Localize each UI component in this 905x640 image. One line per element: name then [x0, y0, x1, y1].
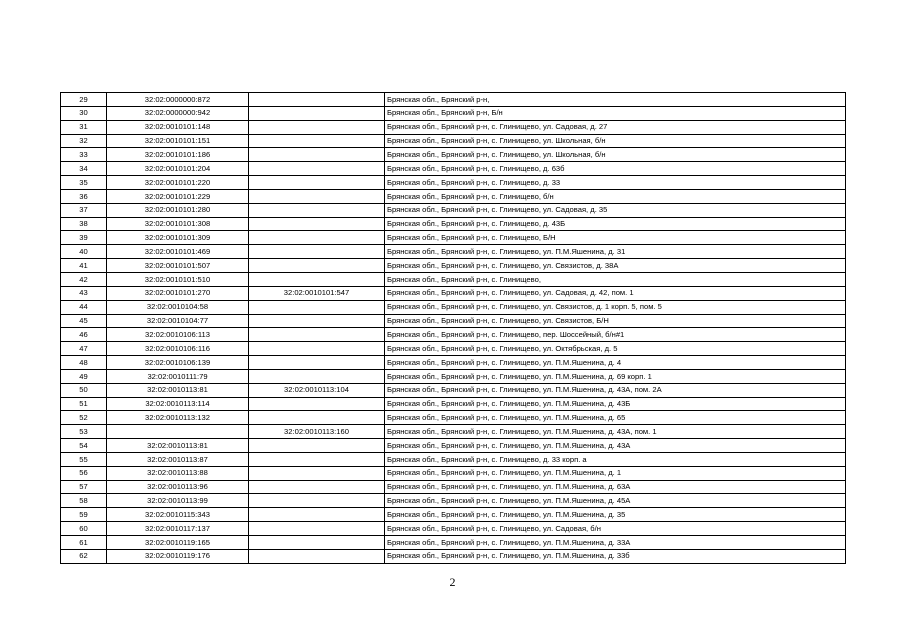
cadastral-number-cell: 32:02:0010113:132 — [107, 411, 249, 425]
cadastral-number-cell: 32:02:0010101:510 — [107, 272, 249, 286]
address-cell: Брянская обл., Брянский р-н, с. Глинищево, ул. П.М.Яшенина, д. 4 — [385, 356, 846, 370]
parent-cadastral-number-cell — [249, 148, 385, 162]
address-cell: Брянская обл., Брянский р-н, с. Глинищево, ул. Связистов, д. 1 корп. 5, пом. 5 — [385, 300, 846, 314]
address-cell: Брянская обл., Брянский р-н, с. Глинищево, ул. П.М.Яшенина, д. 1 — [385, 466, 846, 480]
address-cell: Брянская обл., Брянский р-н, с. Глинищево, б/н — [385, 189, 846, 203]
cadastral-number-cell: 32:02:0010113:81 — [107, 383, 249, 397]
address-cell: Брянская обл., Брянский р-н, с. Глинищево, ул. П.М.Яшенина, д. 43А, пом. 1 — [385, 425, 846, 439]
table-row — [61, 328, 846, 342]
address-cell: Брянская обл., Брянский р-н, с. Глинищево, Б/Н — [385, 231, 846, 245]
parent-cadastral-number-cell — [249, 397, 385, 411]
row-number-cell: 51 — [61, 397, 107, 411]
address-cell: Брянская обл., Брянский р-н, с. Глинищево, д. 33 корп. а — [385, 452, 846, 466]
table-row — [61, 439, 846, 453]
parent-cadastral-number-cell — [249, 480, 385, 494]
row-number-cell: 61 — [61, 536, 107, 550]
row-number-cell: 50 — [61, 383, 107, 397]
table-row — [61, 217, 846, 231]
cadastral-number-cell: 32:02:0010117:137 — [107, 522, 249, 536]
table-row — [61, 397, 846, 411]
table-row — [61, 494, 846, 508]
cadastral-number-cell: 32:02:0010101:507 — [107, 259, 249, 273]
table-row — [61, 466, 846, 480]
table-row — [61, 148, 846, 162]
table-row — [61, 106, 846, 120]
address-cell: Брянская обл., Брянский р-н, с. Глинищево, ул. П.М.Яшенина, д. 63А — [385, 480, 846, 494]
cadastral-number-cell: 32:02:0010113:88 — [107, 466, 249, 480]
row-number-cell: 44 — [61, 300, 107, 314]
parent-cadastral-number-cell — [249, 536, 385, 550]
row-number-cell: 58 — [61, 494, 107, 508]
address-cell: Брянская обл., Брянский р-н, с. Глинищево, ул. Садовая, д. 27 — [385, 120, 846, 134]
table-row — [61, 425, 846, 439]
address-cell: Брянская обл., Брянский р-н, с. Глинищево, пер. Шоссейный, б/н#1 — [385, 328, 846, 342]
table-row — [61, 189, 846, 203]
table-row — [61, 134, 846, 148]
row-number-cell: 42 — [61, 272, 107, 286]
table-row — [61, 245, 846, 259]
table-row — [61, 508, 846, 522]
cadastral-number-cell: 32:02:0010101:204 — [107, 162, 249, 176]
row-number-cell: 56 — [61, 466, 107, 480]
address-cell: Брянская обл., Брянский р-н, с. Глинищево, ул. Связистов, Б/Н — [385, 314, 846, 328]
row-number-cell: 55 — [61, 452, 107, 466]
row-number-cell: 30 — [61, 106, 107, 120]
parent-cadastral-number-cell — [249, 369, 385, 383]
table-row — [61, 549, 846, 563]
row-number-cell: 60 — [61, 522, 107, 536]
row-number-cell: 53 — [61, 425, 107, 439]
parent-cadastral-number-cell — [249, 217, 385, 231]
cadastral-number-cell: 32:02:0010101:270 — [107, 286, 249, 300]
cadastral-number-cell: 32:02:0010104:58 — [107, 300, 249, 314]
cadastral-number-cell: 32:02:0010119:176 — [107, 549, 249, 563]
registry-table — [60, 92, 846, 564]
row-number-cell: 34 — [61, 162, 107, 176]
table-row — [61, 120, 846, 134]
address-cell: Брянская обл., Брянский р-н, с. Глинищево, ул. Садовая, д. 35 — [385, 203, 846, 217]
row-number-cell: 48 — [61, 356, 107, 370]
address-cell: Брянская обл., Брянский р-н, с. Глинищево, — [385, 272, 846, 286]
parent-cadastral-number-cell — [249, 439, 385, 453]
address-cell: Брянская обл., Брянский р-н, с. Глинищево, ул. Школьная, б/н — [385, 134, 846, 148]
cadastral-number-cell: 32:02:0000000:872 — [107, 93, 249, 107]
cadastral-number-cell: 32:02:0010111:79 — [107, 369, 249, 383]
row-number-cell: 35 — [61, 176, 107, 190]
cadastral-number-cell: 32:02:0010113:81 — [107, 439, 249, 453]
cadastral-number-cell: 32:02:0010106:116 — [107, 342, 249, 356]
cadastral-number-cell: 32:02:0010101:308 — [107, 217, 249, 231]
address-cell: Брянская обл., Брянский р-н, с. Глинищево, ул. П.М.Яшенина, д. 43А, пом. 2А — [385, 383, 846, 397]
address-cell: Брянская обл., Брянский р-н, с. Глинищево, ул. Садовая, б/н — [385, 522, 846, 536]
table-row — [61, 411, 846, 425]
table-row — [61, 452, 846, 466]
address-cell: Брянская обл., Брянский р-н, с. Глинищево, д. 33 — [385, 176, 846, 190]
table-row — [61, 93, 846, 107]
row-number-cell: 43 — [61, 286, 107, 300]
address-cell: Брянская обл., Брянский р-н, с. Глинищево, ул. П.М.Яшенина, д. 69 корп. 1 — [385, 369, 846, 383]
table-row — [61, 480, 846, 494]
cadastral-number-cell: 32:02:0010113:96 — [107, 480, 249, 494]
cadastral-number-cell: 32:02:0010101:148 — [107, 120, 249, 134]
cadastral-number-cell: 32:02:0010101:151 — [107, 134, 249, 148]
parent-cadastral-number-cell — [249, 120, 385, 134]
parent-cadastral-number-cell — [249, 300, 385, 314]
address-cell: Брянская обл., Брянский р-н, с. Глинищево, ул. П.М.Яшенина, д. 31 — [385, 245, 846, 259]
parent-cadastral-number-cell: 32:02:0010101:547 — [249, 286, 385, 300]
address-cell: Брянская обл., Брянский р-н, с. Глинищево, ул. П.М.Яшенина, д. 35 — [385, 508, 846, 522]
address-cell: Брянская обл., Брянский р-н, с. Глинищево, ул. П.М.Яшенина, д. 43Б — [385, 397, 846, 411]
row-number-cell: 62 — [61, 549, 107, 563]
parent-cadastral-number-cell — [249, 231, 385, 245]
row-number-cell: 59 — [61, 508, 107, 522]
cadastral-number-cell: 32:02:0010106:113 — [107, 328, 249, 342]
row-number-cell: 41 — [61, 259, 107, 273]
parent-cadastral-number-cell — [249, 508, 385, 522]
address-cell: Брянская обл., Брянский р-н, с. Глинищево, ул. П.М.Яшенина, д. 33А — [385, 536, 846, 550]
parent-cadastral-number-cell — [249, 134, 385, 148]
row-number-cell: 52 — [61, 411, 107, 425]
table-row — [61, 369, 846, 383]
parent-cadastral-number-cell — [249, 189, 385, 203]
address-cell: Брянская обл., Брянский р-н, Б/н — [385, 106, 846, 120]
parent-cadastral-number-cell — [249, 203, 385, 217]
table-row — [61, 162, 846, 176]
row-number-cell: 40 — [61, 245, 107, 259]
parent-cadastral-number-cell — [249, 272, 385, 286]
parent-cadastral-number-cell — [249, 494, 385, 508]
row-number-cell: 37 — [61, 203, 107, 217]
address-cell: Брянская обл., Брянский р-н, с. Глинищево, д. 43Б — [385, 217, 846, 231]
parent-cadastral-number-cell — [249, 259, 385, 273]
row-number-cell: 33 — [61, 148, 107, 162]
table-row — [61, 314, 846, 328]
parent-cadastral-number-cell — [249, 452, 385, 466]
table-row — [61, 522, 846, 536]
parent-cadastral-number-cell — [249, 356, 385, 370]
table-row — [61, 286, 846, 300]
address-cell: Брянская обл., Брянский р-н, — [385, 93, 846, 107]
row-number-cell: 38 — [61, 217, 107, 231]
cadastral-number-cell — [107, 425, 249, 439]
address-cell: Брянская обл., Брянский р-н, с. Глинищево, ул. Школьная, б/н — [385, 148, 846, 162]
page-number: 2 — [449, 575, 456, 589]
parent-cadastral-number-cell — [249, 342, 385, 356]
row-number-cell: 32 — [61, 134, 107, 148]
table-row — [61, 342, 846, 356]
table-row — [61, 259, 846, 273]
registry-table-body — [61, 93, 846, 564]
parent-cadastral-number-cell — [249, 411, 385, 425]
cadastral-number-cell: 32:02:0010101:280 — [107, 203, 249, 217]
address-cell: Брянская обл., Брянский р-н, с. Глинищево, ул. Связистов, д. 38А — [385, 259, 846, 273]
cadastral-number-cell: 32:02:0000000:942 — [107, 106, 249, 120]
parent-cadastral-number-cell — [249, 328, 385, 342]
row-number-cell: 49 — [61, 369, 107, 383]
table-row — [61, 176, 846, 190]
address-cell: Брянская обл., Брянский р-н, с. Глинищево, ул. П.М.Яшенина, д. 43А — [385, 439, 846, 453]
cadastral-number-cell: 32:02:0010115:343 — [107, 508, 249, 522]
row-number-cell: 29 — [61, 93, 107, 107]
parent-cadastral-number-cell — [249, 93, 385, 107]
cadastral-number-cell: 32:02:0010113:99 — [107, 494, 249, 508]
table-row — [61, 272, 846, 286]
table-row — [61, 356, 846, 370]
parent-cadastral-number-cell — [249, 549, 385, 563]
cadastral-number-cell: 32:02:0010113:114 — [107, 397, 249, 411]
parent-cadastral-number-cell — [249, 522, 385, 536]
table-row — [61, 536, 846, 550]
address-cell: Брянская обл., Брянский р-н, с. Глинищево, ул. П.М.Яшенина, д. 33б — [385, 549, 846, 563]
parent-cadastral-number-cell — [249, 314, 385, 328]
cadastral-number-cell: 32:02:0010119:165 — [107, 536, 249, 550]
row-number-cell: 45 — [61, 314, 107, 328]
address-cell: Брянская обл., Брянский р-н, с. Глинищево, ул. П.М.Яшенина, д. 65 — [385, 411, 846, 425]
address-cell: Брянская обл., Брянский р-н, с. Глинищево, ул. Октябрьская, д. 5 — [385, 342, 846, 356]
table-row — [61, 203, 846, 217]
cadastral-number-cell: 32:02:0010101:220 — [107, 176, 249, 190]
cadastral-number-cell: 32:02:0010101:469 — [107, 245, 249, 259]
cadastral-number-cell: 32:02:0010101:186 — [107, 148, 249, 162]
cadastral-number-cell: 32:02:0010101:229 — [107, 189, 249, 203]
row-number-cell: 31 — [61, 120, 107, 134]
parent-cadastral-number-cell: 32:02:0010113:104 — [249, 383, 385, 397]
cadastral-number-cell: 32:02:0010101:309 — [107, 231, 249, 245]
parent-cadastral-number-cell — [249, 162, 385, 176]
row-number-cell: 47 — [61, 342, 107, 356]
table-row — [61, 231, 846, 245]
parent-cadastral-number-cell — [249, 245, 385, 259]
address-cell: Брянская обл., Брянский р-н, с. Глинищево, ул. Садовая, д. 42, пом. 1 — [385, 286, 846, 300]
parent-cadastral-number-cell — [249, 176, 385, 190]
parent-cadastral-number-cell — [249, 106, 385, 120]
parent-cadastral-number-cell — [249, 466, 385, 480]
row-number-cell: 54 — [61, 439, 107, 453]
table-row — [61, 300, 846, 314]
parent-cadastral-number-cell: 32:02:0010113:160 — [249, 425, 385, 439]
row-number-cell: 36 — [61, 189, 107, 203]
address-cell: Брянская обл., Брянский р-н, с. Глинищево, ул. П.М.Яшенина, д. 45А — [385, 494, 846, 508]
row-number-cell: 46 — [61, 328, 107, 342]
address-cell: Брянская обл., Брянский р-н, с. Глинищево, д. 63б — [385, 162, 846, 176]
cadastral-number-cell: 32:02:0010104:77 — [107, 314, 249, 328]
cadastral-number-cell: 32:02:0010113:87 — [107, 452, 249, 466]
row-number-cell: 39 — [61, 231, 107, 245]
cadastral-number-cell: 32:02:0010106:139 — [107, 356, 249, 370]
table-row — [61, 383, 846, 397]
row-number-cell: 57 — [61, 480, 107, 494]
